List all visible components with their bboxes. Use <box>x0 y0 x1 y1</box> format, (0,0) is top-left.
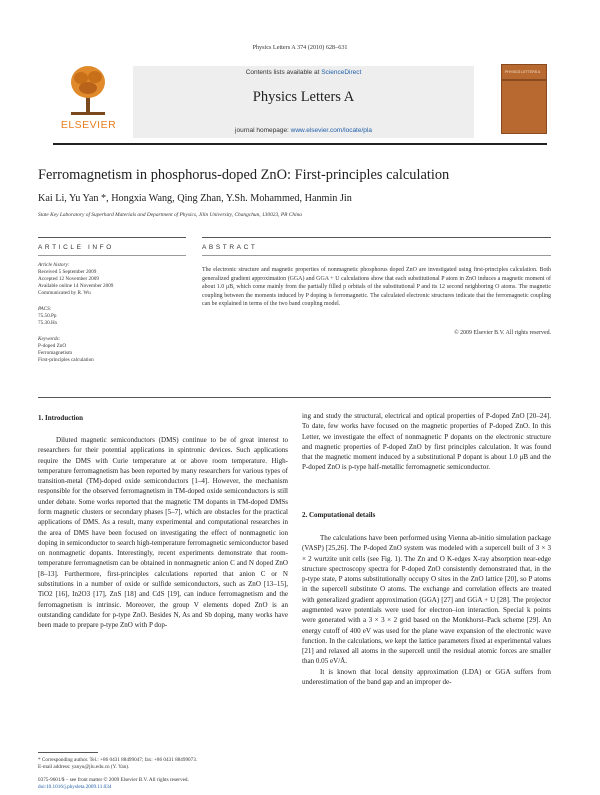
corresponding-author: * Corresponding author. Tel.: +86 0431 88499047; fax: +86 0431 88499073. <box>38 757 198 763</box>
journal-cover-thumbnail <box>501 64 547 134</box>
online-date: Available online 14 November 2009 <box>38 283 114 289</box>
pacs-block <box>38 306 186 327</box>
contents-line <box>133 69 474 76</box>
front-matter-notice: 0375-9601/$ – see front matter © 2009 Elsevier B.V. All rights reserved. <box>38 777 189 783</box>
journal-title: Physics Letters A <box>252 89 355 105</box>
issn-line <box>38 777 288 791</box>
divider <box>38 397 551 398</box>
publisher-name: ELSEVIER <box>60 119 117 131</box>
copyright: © 2009 Elsevier B.V. All rights reserved. <box>454 330 551 336</box>
tree-icon <box>69 64 107 116</box>
article-title: Ferromagnetism in phosphorus-doped ZnO: First-principles calculation <box>38 167 450 183</box>
pacs-code: 75.50.Pp <box>38 313 57 319</box>
right-column-text-top <box>302 411 551 473</box>
journal-citation: Physics Letters A 374 (2010) 628–631 <box>252 44 348 51</box>
pacs-heading: PACS: <box>38 306 52 312</box>
sciencedirect-link[interactable]: ScienceDirect <box>321 69 362 76</box>
footnote <box>38 757 288 771</box>
cover-band <box>502 79 546 81</box>
homepage-prefix: journal homepage: <box>235 127 291 134</box>
keywords-block <box>38 336 186 364</box>
journal-homepage <box>133 127 474 134</box>
article-history <box>38 262 186 297</box>
communicated-by: Communicated by R. Wu <box>38 290 91 296</box>
accepted-date: Accepted 12 November 2009 <box>38 276 99 282</box>
article-info <box>38 262 186 373</box>
cover-title: PHYSICS LETTERS A <box>505 70 541 74</box>
footnote-divider <box>38 752 98 753</box>
pacs-code: 75.30.Hx <box>38 320 58 326</box>
paragraph: The calculations have been performed using Vienna ab-initio simulation package (VASP) [25,26]. The P-doped ZnO system was modeled with a supercell built of 3 × 3 × 2 wurtzite unit cells (see Fig. 1). The Zn and O K-edges X-ray absorption near-edge structure spectroscopy spectra for P-doped ZnO consistently demonstrated that, in the p-type state, P atoms substitutionally occupy O sites in the ZnO lattice [20], so P atoms in the supercell substitute O atoms. The exchange and correlation effects are treated with generalized gradient approximation (GGA) [27] and GGA + U [28]. The projector augmented wave potentials were used for electron–ion interaction. Special k points were generated with a 3 × 3 × 2 grid based on the Monkhorst–Pack scheme [29]. An energy cutoff of 400 eV was used for the plane wave expansion of the electronic wave function. In the calculations, we kept the lattice parameters fixed at experimental values [21] and relaxed all atoms in the supercell until the residual atomic forces are smaller than 0.05 eV/Å. <box>302 534 551 666</box>
keyword: P-doped ZnO <box>38 343 67 349</box>
paragraph: It is known that local density approximation (LDA) or GGA suffers from underestimation of the band gap and an improper de- <box>302 667 551 686</box>
masthead <box>53 64 547 143</box>
divider <box>202 255 551 256</box>
divider <box>38 255 186 256</box>
keywords-heading: Keywords: <box>38 336 61 342</box>
author-list: Kai Li, Yu Yan *, Hongxia Wang, Qing Zhan, Y.Sh. Mohammed, Hanmin Jin <box>38 193 352 204</box>
abstract-label: ABSTRACT <box>202 244 258 251</box>
received-date: Received 5 September 2009 <box>38 269 97 275</box>
contents-prefix: Contents lists available at <box>245 69 322 76</box>
doi-link[interactable]: doi:10.1016/j.physleta.2009.11.034 <box>38 784 112 791</box>
divider <box>38 237 186 238</box>
article-info-label: ARTICLE INFO <box>38 244 114 251</box>
masthead-divider <box>53 143 547 145</box>
paragraph: Diluted magnetic semiconductors (DMS) continue to be of great interest to researchers for their potential applications in spintronic devices. Such applications require the DMS with Curie temperature at or above room temperature. High-temperature ferromagnetism has been reported by many researchers for various types of transition-metal (TM)-doped oxide semiconductors [1–4]. However, the mechanism responsible for the observed ferromagnetism in TM-doped oxide semiconductors is still under debate. Some works reported that the magnetic TM dopants in TM-doped DMSs form magnetic clusters or secondary phases [5–7], which are obstacles for the practical applications of DMS. As a result, many experimental and computational researches in the area of DMS have been focused on investigating the effect of nonmagnetic ion doping in semiconductor to search high-temperature ferromagnetic semiconductor based on nonmagnetic dopants. Interestingly, recent experiments demonstrate that room-temperature ferromagnetism can be obtained in nonmagnetic anion C and N doped ZnO [8–13]. Furthermore, first-principles calculations reported that anion C or N substitutions in a number of oxide or sulfide semiconductors, such as ZnO [13–15], TiO2 [16], In2O3 [17], ZnS [18] and CdS [19], can induce ferromagnetism and the ferromagnetism is intrinsic. Moreover, the group V elements doped ZnO is an outstanding candidate for p-type ZnO. Besides N, As and Sb doping, many works have been made to prepare p-type ZnO with P dop- <box>38 436 288 630</box>
left-column-text <box>38 435 288 630</box>
author-email: E-mail address: yanyu@jlu.edu.cn (Y. Yan). <box>38 764 130 771</box>
affiliation: State Key Laboratory of Superhard Materials and Department of Physics, Jilin University, Changchun, 130023, PR China <box>38 212 302 218</box>
section-heading-computational: 2. Computational details <box>302 511 376 519</box>
abstract-text: The electronic structure and magnetic properties of nonmagnetic phosphorus doped ZnO are investigated using first-principles calculation. Both generalized gradient approximation (GGA) and GGA + U calculations show that each substitutional P atom in ZnO induces a magnetic moment of about 1.0 μB, which come mainly from the partially filled p orbitals of the substitutional P and its 12 second neighboring O atoms. The magnetic coupling between the moments induced by P doping is ferromagnetic. The calculated electronic structures indicate that the ferromagnetic coupling can be explained in terms of the two band coupling model. <box>202 267 551 308</box>
homepage-link[interactable]: www.elsevier.com/locate/pla <box>290 127 372 134</box>
keyword: First-principles calculation <box>38 357 94 363</box>
section-heading-introduction: 1. Introduction <box>38 414 83 422</box>
paragraph: ing and study the structural, electrical and optical properties of P-doped ZnO [20–24]. To date, few works have focused on the magnetic properties of P-doped ZnO. In this Letter, we investigate the effect of nonmagnetic P dopants on the electronic structure and magnetic properties of P-doped ZnO by first principles calculation. It was found that the magnetic moment induced by a substitutional P dopant is about 1.0 μB and the P-doped ZnO is p-type half-metallic ferromagnetic semiconductor. <box>302 412 551 472</box>
right-column-text-bottom <box>302 533 551 687</box>
history-heading: Article history: <box>38 262 70 268</box>
elsevier-logo[interactable] <box>53 64 124 133</box>
journal-header-box <box>133 66 474 138</box>
keyword: Ferromagnetism <box>38 350 72 356</box>
divider <box>202 237 551 238</box>
